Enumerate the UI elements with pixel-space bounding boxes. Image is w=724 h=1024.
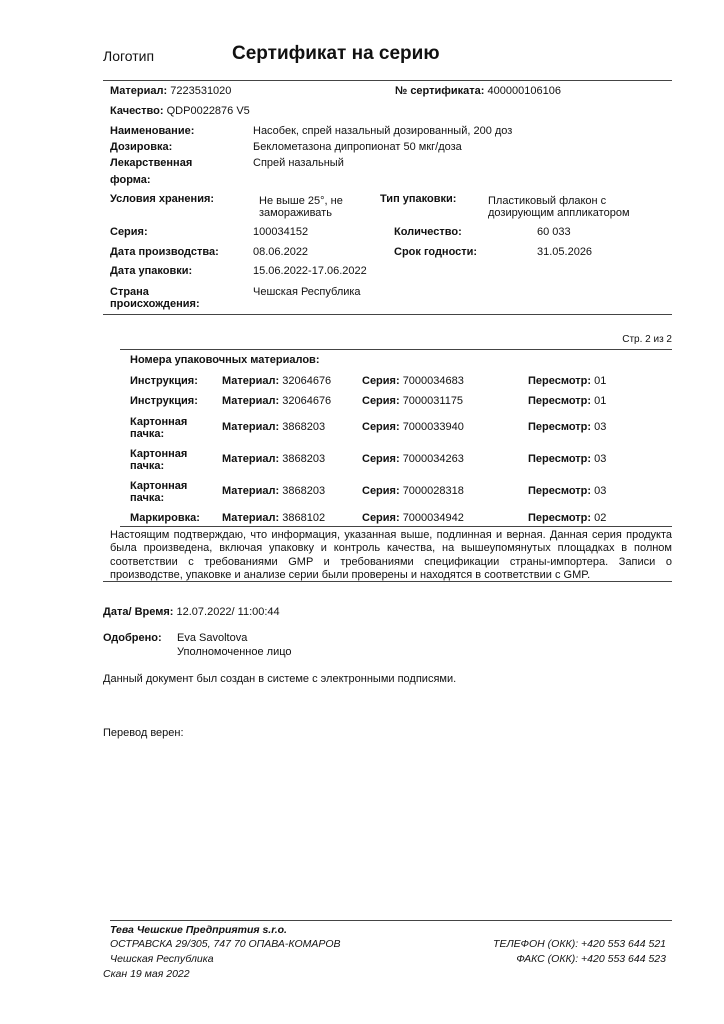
packaging-revision-label: Пересмотр: bbox=[528, 453, 592, 465]
name-label: Наименование: bbox=[110, 125, 195, 137]
packaging-series-field bbox=[362, 512, 464, 524]
packaging-revision-label: Пересмотр: bbox=[528, 395, 592, 407]
packaging-revision-field bbox=[528, 421, 606, 433]
country-label-line2: происхождения: bbox=[110, 298, 200, 310]
pack-type-value-line2: дозирующим аппликатором bbox=[488, 207, 630, 219]
packaging-material-field bbox=[222, 395, 331, 407]
material-field bbox=[110, 85, 231, 97]
expiry-label: Срок годности: bbox=[394, 246, 478, 258]
packaging-series-label: Серия: bbox=[362, 485, 400, 497]
packaging-material-value: 3868203 bbox=[282, 421, 326, 433]
logo-placeholder: Логотип bbox=[103, 48, 155, 64]
form-label-line2: форма: bbox=[110, 174, 151, 186]
packaging-material-label: Материал: bbox=[222, 421, 280, 433]
packaging-revision-value: 02 bbox=[594, 512, 607, 524]
footer-country: Чешская Республика bbox=[110, 953, 214, 965]
form-value: Спрей назальный bbox=[253, 157, 344, 169]
pack-type-label: Тип упаковки: bbox=[380, 193, 457, 205]
storage-label: Условия хранения: bbox=[110, 193, 215, 205]
packaging-series-field bbox=[362, 375, 464, 387]
footer-address: ОСТРАВСКА 29/305, 747 70 ОПАВА-КОМАРОВ bbox=[110, 938, 341, 950]
production-date-value: 08.06.2022 bbox=[253, 246, 309, 258]
packaging-series-field bbox=[362, 485, 464, 497]
country-value: Чешская Республика bbox=[253, 286, 361, 298]
dosage-label: Дозировка: bbox=[110, 141, 173, 153]
quantity-value: 60 033 bbox=[537, 226, 571, 238]
datetime-label: Дата/ Время: bbox=[103, 606, 174, 618]
storage-value-line1: Не выше 25°, не bbox=[259, 195, 343, 207]
datetime-value: 12.07.2022/ 11:00:44 bbox=[176, 606, 280, 618]
packaging-type-line1: Инструкция: bbox=[130, 375, 198, 387]
packaging-revision-field bbox=[528, 375, 606, 387]
packaging-series-field bbox=[362, 453, 464, 465]
footer-company: Тева Чешские Предприятия s.r.o. bbox=[110, 924, 287, 936]
name-value: Насобек, спрей назальный дозированный, 200 доз bbox=[253, 125, 513, 137]
approver-role: Уполномоченное лицо bbox=[177, 646, 292, 658]
packaging-type-line1: Маркировка: bbox=[130, 512, 200, 524]
translation-note: Перевод верен: bbox=[103, 727, 184, 739]
packaging-revision-value: 03 bbox=[594, 485, 607, 497]
packaging-material-value: 3868102 bbox=[282, 512, 326, 524]
packaging-material-label: Материал: bbox=[222, 512, 280, 524]
packaging-revision-label: Пересмотр: bbox=[528, 512, 592, 524]
approver-name: Eva Savoltova bbox=[177, 632, 248, 644]
packaging-series-label: Серия: bbox=[362, 512, 400, 524]
footer-scan-date: Скан 19 мая 2022 bbox=[103, 968, 190, 980]
certificate-value: 400000106106 bbox=[487, 85, 561, 97]
datetime-field bbox=[103, 606, 280, 618]
page-title: Сертификат на серию bbox=[232, 43, 440, 64]
packaging-type-line1: Инструкция: bbox=[130, 395, 198, 407]
series-value: 100034152 bbox=[253, 226, 309, 238]
packaging-series-value: 7000031175 bbox=[402, 395, 464, 407]
divider bbox=[103, 581, 672, 582]
quality-value: QDP0022876 V5 bbox=[166, 105, 250, 117]
packaging-revision-value: 01 bbox=[594, 395, 607, 407]
country-label-line1: Страна bbox=[110, 286, 149, 298]
packaging-material-label: Материал: bbox=[222, 453, 280, 465]
approved-label: Одобрено: bbox=[103, 632, 162, 644]
quantity-label: Количество: bbox=[394, 226, 462, 238]
packaging-revision-value: 03 bbox=[594, 453, 607, 465]
packaging-series-value: 7000034263 bbox=[402, 453, 464, 465]
packaging-material-label: Материал: bbox=[222, 395, 280, 407]
packaging-series-label: Серия: bbox=[362, 453, 400, 465]
certification-statement: Настоящим подтверждаю, что информация, указанная выше, подлинная и верная. Данная серия продукта была произведена, включая упаковку и контроль качества, на вышеупомянутых площадках в полном соответствии с требованиями GMP и требованиями спецификации страны-импортера. Записи о производстве, упаковке и анализе серии были проверены и находятся в соответствии с GMP. bbox=[110, 529, 672, 582]
packaging-type-line1: Картонная bbox=[130, 416, 188, 428]
packaging-series-field bbox=[362, 421, 464, 433]
footer-fax: ФАКС (ОКК): +420 553 644 523 bbox=[516, 953, 666, 965]
packaging-revision-field bbox=[528, 395, 606, 407]
packaging-series-value: 7000033940 bbox=[402, 421, 464, 433]
packaging-type-line2: пачка: bbox=[130, 460, 165, 472]
packaging-revision-field bbox=[528, 512, 606, 524]
quality-label: Качество: bbox=[110, 105, 164, 117]
page-number: Стр. 2 из 2 bbox=[622, 334, 672, 345]
packaging-material-field bbox=[222, 421, 325, 433]
packing-date-value: 15.06.2022-17.06.2022 bbox=[253, 265, 367, 277]
packaging-material-field bbox=[222, 375, 331, 387]
pack-type-value-line1: Пластиковый флакон с bbox=[488, 195, 607, 207]
esign-note: Данный документ был создан в системе с электронными подписями. bbox=[103, 673, 457, 685]
packaging-revision-value: 01 bbox=[594, 375, 607, 387]
quality-field bbox=[110, 105, 250, 117]
packaging-revision-label: Пересмотр: bbox=[528, 421, 592, 433]
material-value: 7223531020 bbox=[170, 85, 232, 97]
packaging-series-label: Серия: bbox=[362, 395, 400, 407]
packaging-type-line2: пачка: bbox=[130, 492, 165, 504]
packaging-material-label: Материал: bbox=[222, 485, 280, 497]
packaging-revision-label: Пересмотр: bbox=[528, 375, 592, 387]
material-label: Материал: bbox=[110, 85, 168, 97]
divider bbox=[103, 80, 672, 81]
production-date-label: Дата производства: bbox=[110, 246, 219, 258]
certificate-field bbox=[395, 85, 561, 97]
packaging-type-line1: Картонная bbox=[130, 480, 188, 492]
footer-phone: ТЕЛЕФОН (ОКК): +420 553 644 521 bbox=[493, 938, 666, 950]
packaging-series-value: 7000034683 bbox=[402, 375, 464, 387]
footer-divider bbox=[110, 920, 672, 921]
series-label: Серия: bbox=[110, 226, 148, 238]
packaging-series-value: 7000028318 bbox=[402, 485, 464, 497]
dosage-value: Беклометазона дипропионат 50 мкг/доза bbox=[253, 141, 462, 153]
packaging-series-label: Серия: bbox=[362, 421, 400, 433]
packaging-heading: Номера упаковочных материалов: bbox=[130, 354, 320, 366]
packaging-material-value: 3868203 bbox=[282, 453, 326, 465]
packaging-material-label: Материал: bbox=[222, 375, 280, 387]
packaging-revision-field bbox=[528, 485, 606, 497]
form-label-line1: Лекарственная bbox=[110, 157, 193, 169]
storage-value-line2: замораживать bbox=[259, 207, 332, 219]
packing-date-label: Дата упаковки: bbox=[110, 265, 193, 277]
packaging-type-line1: Картонная bbox=[130, 448, 188, 460]
expiry-value: 31.05.2026 bbox=[537, 246, 593, 258]
packaging-type-line2: пачка: bbox=[130, 428, 165, 440]
divider bbox=[120, 526, 672, 527]
divider bbox=[103, 314, 672, 315]
packaging-material-field bbox=[222, 453, 325, 465]
packaging-series-label: Серия: bbox=[362, 375, 400, 387]
packaging-revision-value: 03 bbox=[594, 421, 607, 433]
packaging-revision-label: Пересмотр: bbox=[528, 485, 592, 497]
packaging-material-value: 32064676 bbox=[282, 395, 332, 407]
divider bbox=[120, 349, 672, 350]
packaging-revision-field bbox=[528, 453, 606, 465]
packaging-material-field bbox=[222, 512, 325, 524]
packaging-material-value: 3868203 bbox=[282, 485, 326, 497]
packaging-series-field bbox=[362, 395, 463, 407]
packaging-series-value: 7000034942 bbox=[402, 512, 464, 524]
certificate-label: № сертификата: bbox=[395, 85, 485, 97]
packaging-material-value: 32064676 bbox=[282, 375, 332, 387]
packaging-material-field bbox=[222, 485, 325, 497]
